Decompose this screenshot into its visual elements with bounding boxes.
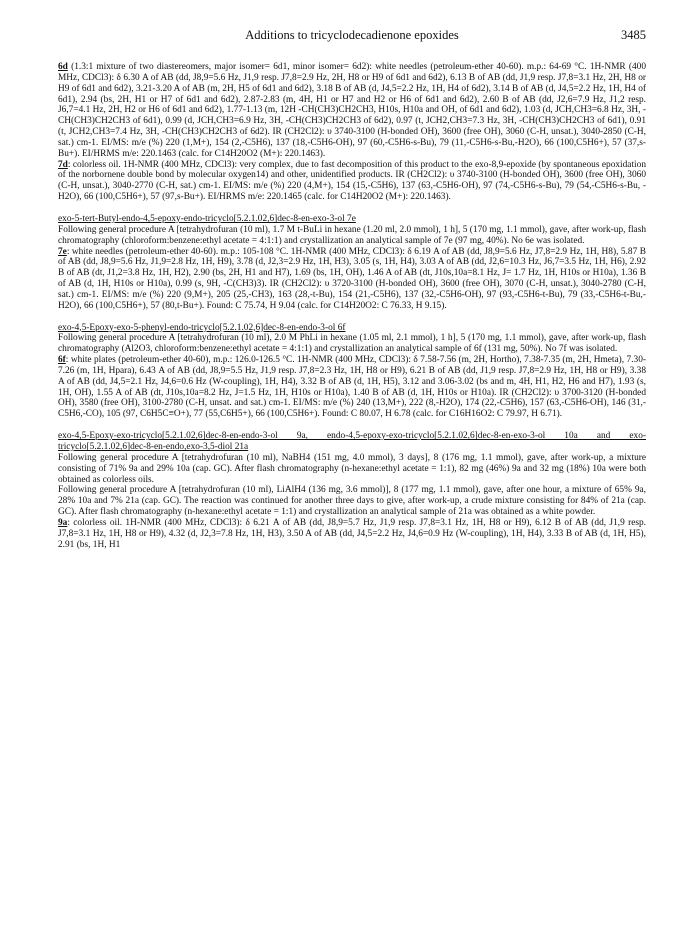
compound-label: 6f: [58, 355, 66, 366]
characterization-text: : colorless oil. 1H-NMR (400 MHz, CDCl3): very complex, due to fast decomposition of this product to the exo-8,9-epoxide (by spontaneous epoxidation of the norbornene double bond by molecular oxygen14) and other, unidentified products. IR (CH2Cl2): υ 3740-3100 (H-bonded OH), 3600 (free OH), 3060 (C-H, unsat.), 3040-2770 (C-H, sat.) cm-1. EI/MS: m/e (%) 220 (4,M+), 154 (15,-C5H6), 137 (63,-C5H6-OH), 97 (74,-C5H6-s-Bu), 79 (54,-C5H6-s-Bu, -H2O), 66 (100,C5H6+), 57 (97,s-Bu+). EI/HRMS m/e: 220.1465 (calc. for C14H20O2 (M+): 220.1463).: [58, 159, 646, 203]
characterization-text: : white needles (petroleum-ether 40-60). m.p.: 105-108 °C. 1H-NMR (400 MHz, CDCl3): δ 6.19 A of AB (dd, J8,9=5.6 Hz, J7,8=2.9 Hz, 1H, H8), 5.87 B of AB (dd, J8,9=5.6 Hz, J1,9=2.8 Hz, 1H, H9), 3.78 (d, J2,3=2.9 Hz, 1H, H3), 3.05 (s, 1H, H4), 3.03 A of AB (dd, J2,6=10.3 Hz, J6,7=3.5 Hz, 1H, H6), 2.92 B of AB (dt, J1,2=3.8 Hz, 1H, H2), 2.90 (bs, 2H, H1 and H7), 1.69 (bs, 1H, OH), 1.46 A of AB (dt, J10s,10a=8.1 Hz, J= 1.7 Hz, 1H, H10s or H10a), 1.36 B of AB (d, 1H, H10s or H10a), 0.99 (s, 9H, -C(CH3)3). IR (CH2Cl2): υ 3720-3100 (H-bonded OH), 3600 (free OH), 3070 (C-H, unsat.), 3040-2780 (C-H, sat.) cm-1. EI/MS: m/e (%) 220 (9,M+), 205 (25,-CH3), 163 (28,-t-Bu), 154 (21,-C5H6), 137 (32,-C5H6-OH), 97 (93,-C5H6-t-Bu), 79 (33,-C5H6-t-Bu,-H2O), 66 (100,C5H6+), 57 (80,t-Bu+). Found: C 75.74, H 9.04 (calc. for C14H20O2: C 76.33, H 9.15).: [58, 246, 646, 311]
characterization-7d: [58, 160, 646, 203]
compound-heading: exo-4,5-Epoxy-exo-tricyclo[5.2.1.02,6]dec-8-en-endo-3-ol 9a, endo-4,5-epoxy-exo-tricyclo[5.2.1.02,6]dec-8-en-exo-3-ol 10a and exo-tricyclo[5.2.1.02,6]dec-8-en-endo,exo-3,5-diol 21a: [58, 431, 646, 452]
compound-label: 6d: [58, 62, 68, 72]
compound-label: 7e: [58, 246, 67, 257]
page: [58, 28, 646, 561]
page-number: 3485: [621, 28, 646, 42]
compound-heading: exo-5-tert-Butyl-endo-4,5-epoxy-endo-tricyclo[5.2.1.02,6]dec-8-en-exo-3-ol 7e: [58, 213, 356, 224]
article-body: [58, 62, 646, 550]
running-title: Additions to tricyclodecadienone epoxides: [245, 28, 459, 42]
synthesis-procedure: Following general procedure A [tetrahydrofuran (10 ml), 1.7 M t-BuLi in hexane (1.20 ml, 2.0 mmol), 1 h], 5 (170 mg, 1.1 mmol), gave, after work-up, flash chromatography (chloroform:benzene:ethyl acetate = 4:1:1) and crystallization an analytical sample of 7e (97 mg, 40%). No 6e was isolated.: [58, 224, 646, 246]
running-head: [58, 28, 646, 50]
characterization-9a: [58, 518, 646, 551]
characterization-6d: [58, 62, 646, 160]
synthesis-procedure: Following general procedure A [tetrahydrofuran (10 ml), NaBH4 (151 mg, 4.0 mmol), 3 days], 8 (176 mg, 1.1 mmol), gave, after work-up, a mixture consisting of 71% 9a and 29% 10a (cap. GC). After flash chromatography (n-hexane:ethyl acetate = 1:1), 82 mg (46%) 9a and 32 mg (18%) 10a were both obtained as colorless oils.: [58, 452, 646, 485]
compound-entry-9a-10a-21a: [58, 431, 646, 550]
compound-entry-6d-7d: [58, 62, 646, 203]
characterization-7e: [58, 247, 646, 312]
synthesis-procedure: Following general procedure A [tetrahydrofuran (10 ml), 2.0 M PhLi in hexane (1.05 ml, 2.1 mmol), 1 h], 5 (170 mg, 1.1 mmol), gave, after work-up, flash chromatography (Al2O3, chloroform:benzene:ethyl acetate = 4:1:1) and crystallization an analytical sample of 6f (131 mg, 50%). No 7f was isolated.: [58, 333, 646, 355]
compound-entry-6f: [58, 323, 646, 421]
compound-heading: exo-4,5-Epoxy-exo-5-phenyl-endo-tricyclo[5.2.1.02,6]dec-8-en-endo-3-ol 6f: [58, 322, 346, 333]
compound-entry-7e: [58, 214, 646, 312]
compound-label: 9a: [58, 517, 68, 528]
synthesis-procedure-2: Following general procedure A [tetrahydrofuran (10 ml), LiAlH4 (136 mg, 3.6 mmol)], 8 (177 mg, 1.1 mmol), gave, after one hour, a mixture of 65% 9a, 28% 10a and 7% 21a (cap. GC). The reaction was continued for another three days to give, after work-up, a crude mixture consisting for 84% of 21a (cap. GC). After flash chromatography (n-hexane:ethyl acetate = 1:1) and crystallization an analytical sample of 21a was obtained as a white powder.: [58, 485, 646, 518]
characterization-text: : colorless oil. 1H-NMR (400 MHz, CDCl3): δ 6.21 A of AB (dd, J8,9=5.7 Hz, J1,9 resp. J7,8=3.1 Hz, 1H, H8 or H9), 6.12 B of AB (dd, J1,9 resp. J7,8=3.1 Hz, 1H, H8 or H9), 4.32 (d, J2,3=7.8 Hz, 1H, H3), 3.50 A of AB (dd, J4,5=2.2 Hz, J4,6=0.9 Hz (W-coupling), 1H, H4), 3.33 B of AB (d, 1H, H5), 2.91 (bs, 1H, H1: [58, 517, 646, 550]
characterization-text: (1.3:1 mixture of two diastereomers, major isomer= 6d1, minor isomer= 6d2): white needles (petroleum-ether 40-60). m.p.: 64-69 °C. 1H-NMR (400 MHz, CDCl3): δ 6.30 A of AB (dd, J8,9=5.6 Hz, J1,9 resp. J7,8=2.9 Hz, 2H, H8 or H9 of 6d1 and 6d2), 6.13 B of AB (dd, J1,9 resp. J7,8=3.1 Hz, 2H, H8 or H9 of 6d1 and 6d2), 3.21-3.20 A of AB (m, 2H, H5 of 6d1 and 6d2), 3.18 B of AB (d, J4,5=2.2 Hz, 1H, H4 of 6d2), 3.14 B of AB (d, J4,5=2.2 Hz, 1H, H4 of 6d1), 2.94 (bs, 2H, H1 or H7 of 6d1 and 6d2), 2.87-2.83 (m, 4H, H1 or H7 and H2 or H6 of 6d1 and 6d2), 2.60 B of AB (dd, J2,6=7.9 Hz, J1,2 resp. J6,7=4.1 Hz, 2H, H2 or H6 of 6d1 and 6d2), 1.77-1.13 (m, 12H -CH(CH3)CH2CH3, H10s, H10a and OH, of 6d1 and 6d2), 1.03 (d, JCH,CH3=6.8 Hz, 3H, -CH(CH3)CH2CH3 of 6d1), 0.99 (d, JCH,CH3=6.9 Hz, 3H, -CH(CH3)CH2CH3 of 6d2), 0.97 (t, JCH2,CH3=7.3 Hz, 3H, -CH(CH3)CH2CH3 of 6d1), 0.91 (t, JCH2,CH3=7.4 Hz, 3H, -CH(CH3)CH2CH3 of 6d2). IR (CH2Cl2): υ 3740-3100 (H-bonded OH), 3600 (free OH), 3060 (C-H, unsat.), 3040-2850 (C-H, sat.) cm-1. EI/MS: m/e (%) 220 (1,M+), 154 (2,-C5H6), 137 (18,-C5H6-OH), 97 (60,-C5H6-s-Bu), 79 (11,-C5H6-s-Bu,-H2O), 66 (100,C5H6+), 57 (37,s-Bu+). EI/HRMS m/e: 220.1463 (calc. for C14H20O2 (M+): 220.1463).: [58, 62, 646, 159]
characterization-6f: [58, 355, 646, 420]
characterization-text: : white plates (petroleum-ether 40-60), m.p.: 126.0-126.5 °C. 1H-NMR (400 MHz, CDCl3): δ 7.58-7.56 (m, 2H, Hortho), 7.38-7.35 (m, 2H, Hmeta), 7.30-7.26 (m, 1H, Hpara), 6.43 A of AB (dd, J8,9=5.5 Hz, J1,9 resp. J7,8=2.3 Hz, 1H, H8 or H9), 6.21 B of AB (dd, J1,9 resp. J7,8=2.9 Hz, 1H, H8 or H9), 3.38 A of AB (dd, J4,5=2.1 Hz, J4,6=0.6 Hz (W-coupling), 1H, H4), 3.32 B of AB (d, 1H, H5), 3.12 and 3.06-3.02 (bs and m, 4H, H1, H2, H6 and H7), 1.93 (s, 1H, OH), 1.55 A of AB (dt, J10s,10a=8.2 Hz, J=1.5 Hz, 1H, H10s or H10a), 1.40 B of AB (d, 1H, H10s or H10a). IR (CH2Cl2): υ 3700-3120 (H-bonded OH), 3580 (free OH), 3100-2780 (C-H, unsat. and sat.) cm-1. EI/MS: m/e (%) 240 (13,M+), 222 (8,-H2O), 174 (22,-C5H6), 157 (63,-C5H6-OH), 146 (31,-C5H6,-CO), 105 (97, C6H5C≡O+), 77 (55,C6H5+), 66 (100,C5H6+). Found: C 80.07, H 6.78 (calc. for C16H16O2: C 79.97, H 6.71).: [58, 355, 646, 420]
compound-label: 7d: [58, 159, 68, 170]
